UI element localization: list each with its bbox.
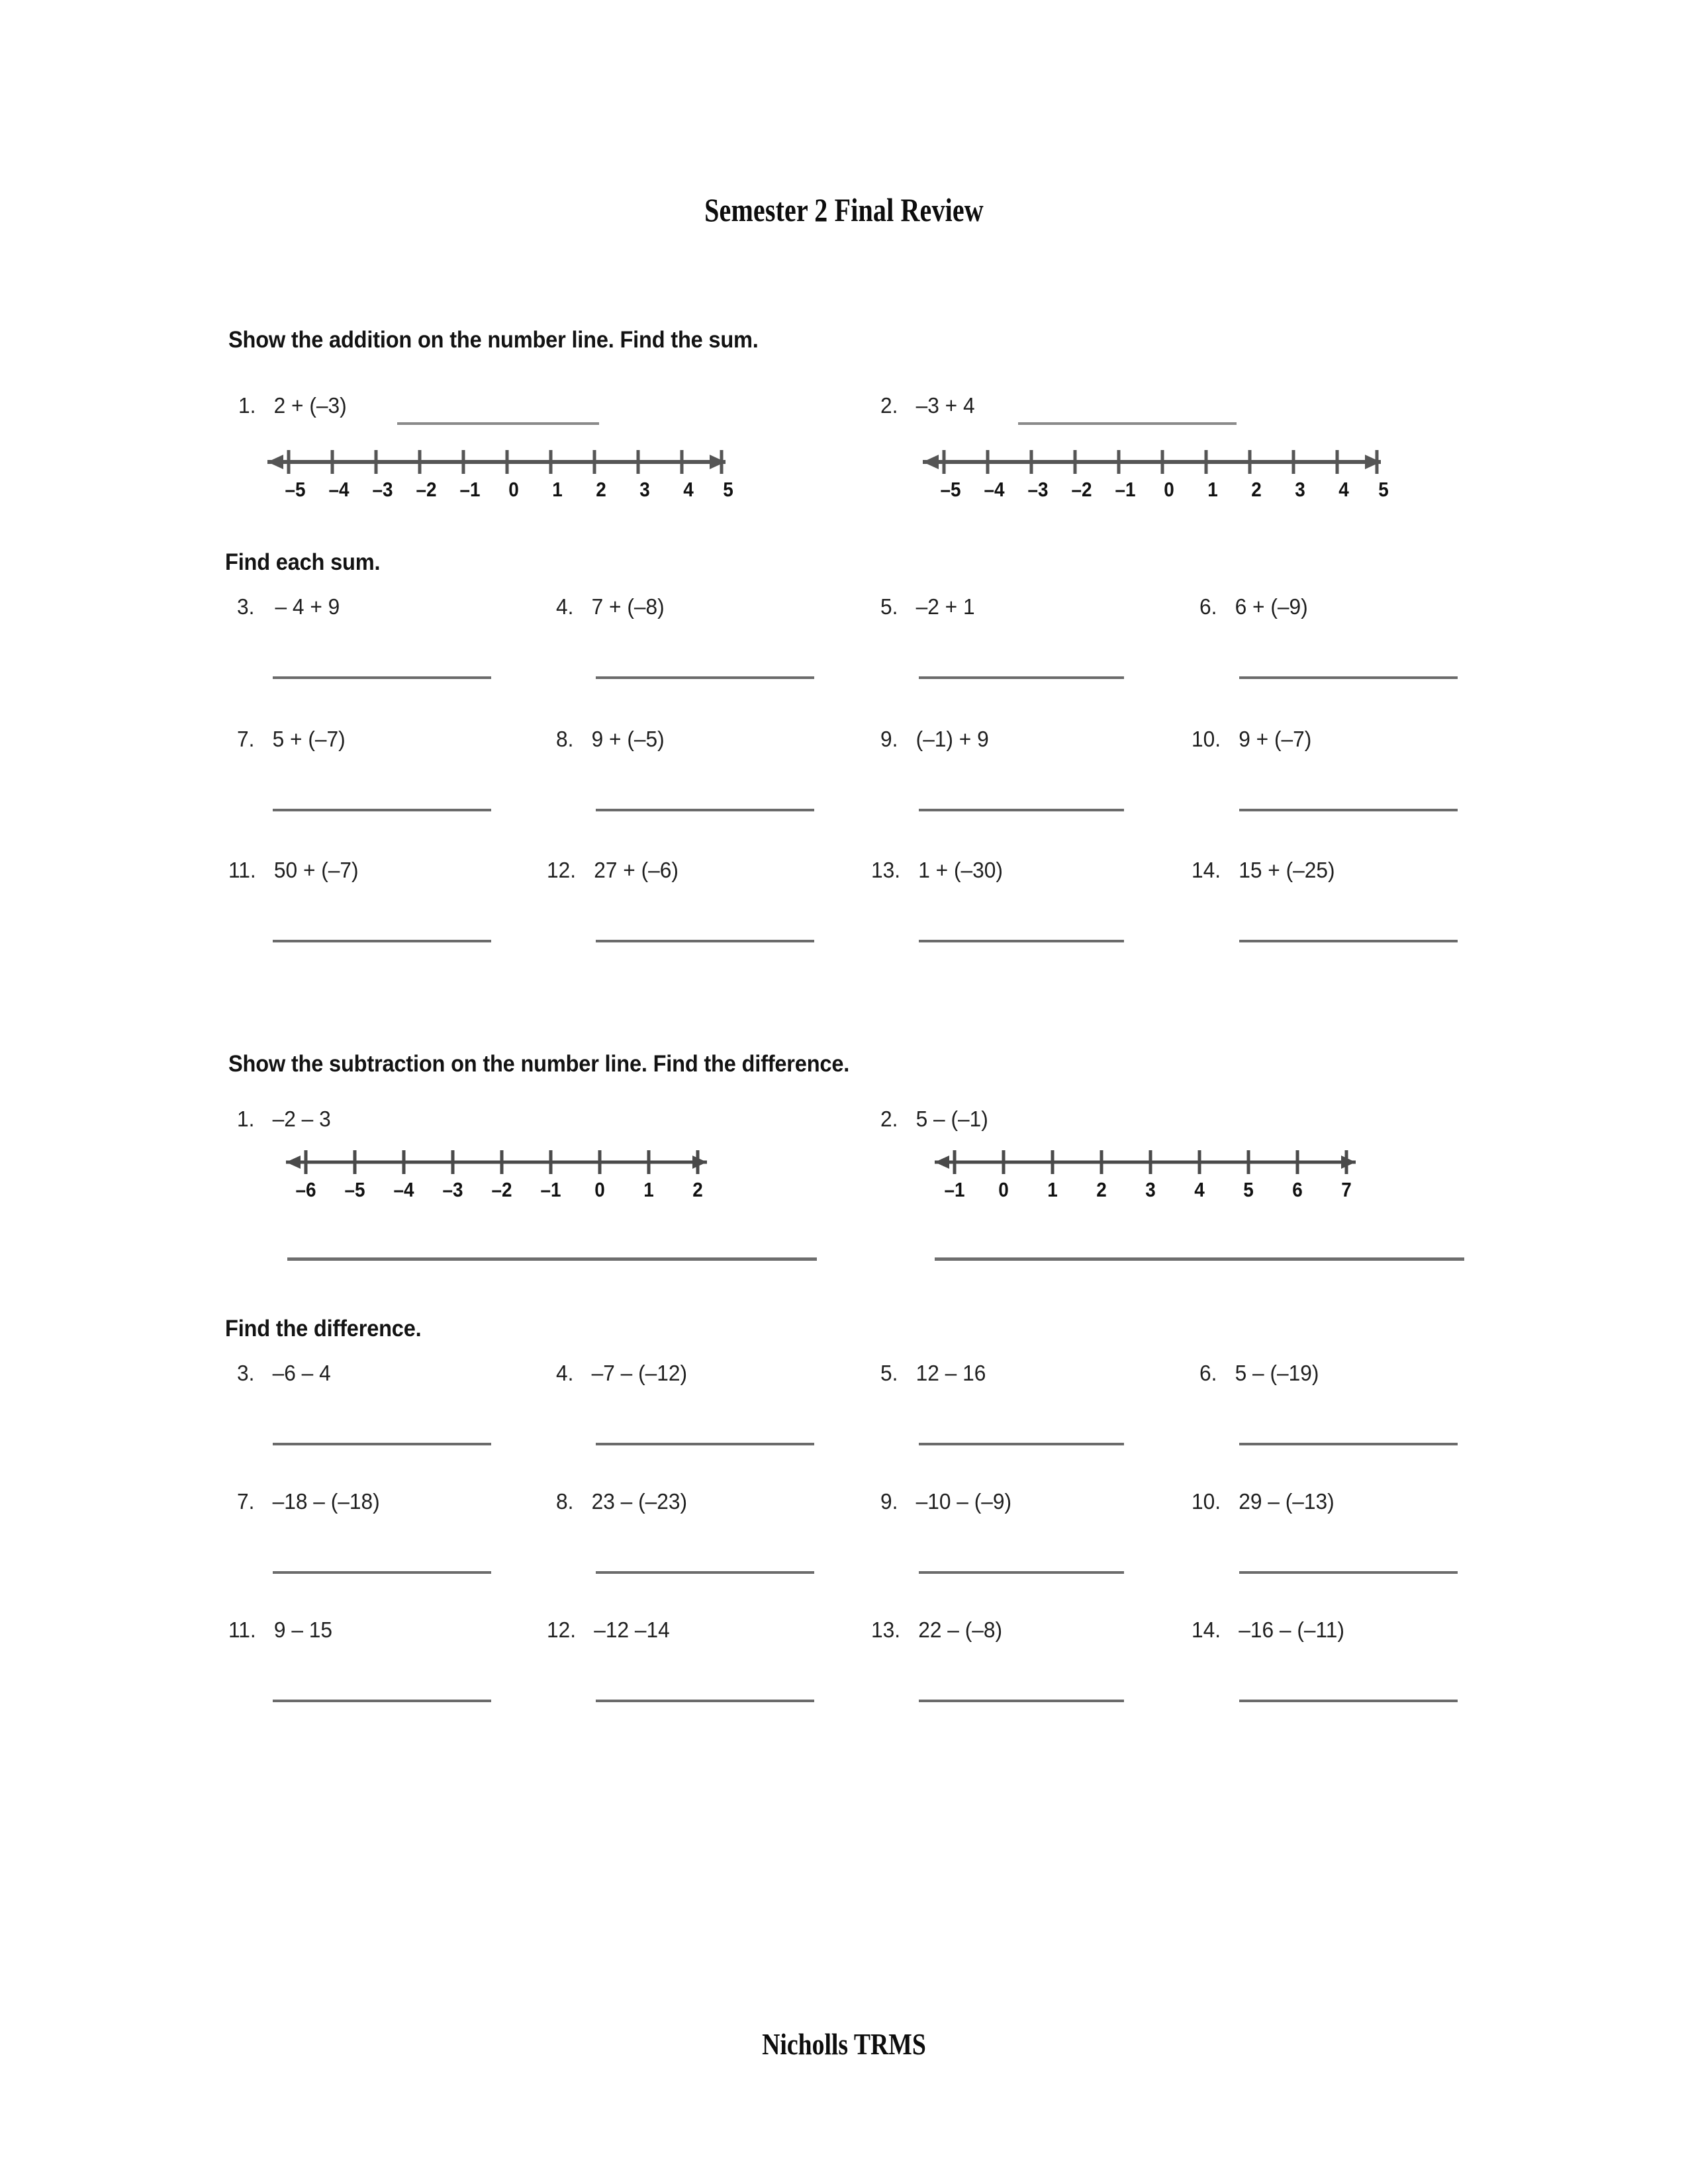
problem-number: 8. [556, 1489, 574, 1514]
answer-blank[interactable] [1239, 940, 1458, 942]
number-line-addition-2 [914, 445, 1390, 479]
problem-expression: 5 – (–19) [1235, 1361, 1319, 1385]
answer-blank[interactable] [919, 809, 1124, 811]
problem-number: 12. [547, 1617, 577, 1642]
answer-blank[interactable] [596, 809, 814, 811]
problem-number: 13. [871, 858, 901, 882]
problem-label [228, 1617, 332, 1643]
problem-number: 6. [1199, 594, 1217, 619]
problem-expression: 23 – (–23) [591, 1489, 688, 1514]
problem-number: 5. [880, 594, 898, 619]
problem-number: 1. [238, 393, 256, 418]
answer-blank[interactable] [273, 1700, 491, 1702]
answer-blank[interactable] [397, 422, 599, 425]
number-line-svg [914, 445, 1390, 479]
problem-label [547, 858, 679, 883]
problem-label [871, 1617, 1002, 1643]
problem-expression: 12 – 16 [915, 1361, 986, 1385]
number-line-tick-label: 5 [1378, 478, 1389, 501]
problem-label [556, 1361, 687, 1386]
problem-expression: –7 – (–12) [591, 1361, 688, 1385]
problem-expression: 15 + (–25) [1239, 858, 1335, 882]
number-line-tick-label: 6 [1292, 1178, 1303, 1201]
problem-label [556, 594, 665, 619]
answer-blank[interactable] [1239, 809, 1458, 811]
problem-number: 14. [1192, 858, 1221, 882]
problem-expression: 9 + (–7) [1239, 727, 1312, 751]
problem-label [1199, 594, 1308, 619]
answer-blank-long[interactable] [287, 1257, 817, 1261]
number-line-tick-label: –5 [344, 1178, 365, 1201]
problem-label [1192, 858, 1335, 883]
page-title: Semester 2 Final Review [704, 191, 984, 228]
problem-number: 14. [1192, 1617, 1221, 1642]
problem-expression: 7 + (–8) [591, 594, 665, 619]
number-line-tick-label: –1 [459, 478, 481, 501]
number-line-tick-label: 2 [692, 1178, 703, 1201]
problem-label [237, 594, 340, 619]
problem-number: 10. [1192, 727, 1221, 751]
problem-expression: – 4 + 9 [275, 594, 340, 619]
problem-expression: 2 + (–3) [273, 393, 347, 418]
answer-blank-long[interactable] [935, 1257, 1464, 1261]
problem-expression: –10 – (–9) [915, 1489, 1012, 1514]
problem-expression: –2 – 3 [272, 1107, 331, 1131]
number-line-svg [927, 1145, 1364, 1179]
problem-expression: –16 – (–11) [1239, 1617, 1344, 1642]
answer-blank[interactable] [919, 1571, 1124, 1574]
problem-label [1192, 1617, 1344, 1643]
answer-blank[interactable] [1239, 676, 1458, 679]
number-line-tick-label: 7 [1341, 1178, 1352, 1201]
section-heading-addition-numberline: Show the addition on the number line. Find the sum. [228, 327, 759, 353]
problem-expression: 22 – (–8) [918, 1617, 1003, 1642]
answer-blank[interactable] [596, 676, 814, 679]
answer-blank[interactable] [596, 1443, 814, 1445]
problem-number: 13. [871, 1617, 901, 1642]
problem-number: 2. [880, 393, 898, 418]
number-line-tick-label: –3 [1027, 478, 1049, 501]
problem-number: 10. [1192, 1489, 1221, 1514]
number-line-tick-label: –2 [491, 1178, 512, 1201]
problem-number: 11. [228, 1617, 256, 1642]
problem-label [547, 1617, 670, 1643]
problem-expression: –6 – 4 [272, 1361, 331, 1385]
number-line-tick-label: 3 [1295, 478, 1305, 501]
number-line-tick-label: –2 [1071, 478, 1092, 501]
problem-number: 9. [880, 1489, 898, 1514]
problem-expression: 5 – (–1) [915, 1107, 988, 1131]
problem-expression: –12 –14 [594, 1617, 670, 1642]
problem-number: 7. [237, 727, 255, 751]
answer-blank[interactable] [273, 676, 491, 679]
problem-expression: 6 + (–9) [1235, 594, 1308, 619]
problem-expression: 1 + (–30) [918, 858, 1003, 882]
section-heading-subtraction-numberline: Show the subtraction on the number line. Find the difference. [228, 1051, 850, 1077]
number-line-tick-label: 4 [1194, 1178, 1205, 1201]
problem-label [880, 1489, 1011, 1514]
problem-number: 4. [556, 1361, 574, 1385]
problem-number: 7. [237, 1489, 255, 1514]
number-line-tick-label: –4 [393, 1178, 414, 1201]
problem-label [871, 858, 1003, 883]
problem-number: 6. [1199, 1361, 1217, 1385]
number-line-tick-label: –4 [984, 478, 1005, 501]
number-line-tick-label: –3 [442, 1178, 463, 1201]
answer-blank[interactable] [919, 676, 1124, 679]
problem-expression: –2 + 1 [915, 594, 975, 619]
problem-label [880, 727, 989, 752]
answer-blank[interactable] [273, 1571, 491, 1574]
number-line-subtraction-1 [278, 1145, 715, 1179]
number-line-subtraction-2 [927, 1145, 1364, 1179]
answer-blank[interactable] [596, 1571, 814, 1574]
number-line-tick-label: –5 [940, 478, 961, 501]
answer-blank[interactable] [596, 940, 814, 942]
problem-number: 9. [880, 727, 898, 751]
answer-blank[interactable] [596, 1700, 814, 1702]
number-line-tick-label: 4 [1338, 478, 1349, 501]
number-line-tick-label: 3 [639, 478, 650, 501]
problem-number: 8. [556, 727, 574, 751]
problem-number: 2. [880, 1107, 898, 1131]
number-line-tick-label: 5 [1243, 1178, 1254, 1201]
number-line-tick-label: 4 [683, 478, 694, 501]
problem-label [237, 1107, 331, 1132]
number-line-tick-label: 0 [508, 478, 519, 501]
number-line-svg [258, 445, 735, 479]
answer-blank[interactable] [919, 1700, 1124, 1702]
number-line-tick-label: 3 [1145, 1178, 1156, 1201]
answer-blank[interactable] [919, 940, 1124, 942]
problem-label [880, 393, 975, 418]
number-line-tick-label: 5 [723, 478, 733, 501]
problem-expression: 50 + (–7) [273, 858, 359, 882]
section-heading-find-the-difference: Find the difference. [225, 1316, 422, 1342]
problem-label [237, 727, 346, 752]
section-heading-find-each-sum: Find each sum. [225, 549, 381, 575]
answer-blank[interactable] [1239, 1443, 1458, 1445]
number-line-tick-label: –1 [540, 1178, 561, 1201]
problem-expression: 9 – 15 [273, 1617, 332, 1642]
number-line-tick-label: 2 [1096, 1178, 1107, 1201]
number-line-tick-label: 2 [1251, 478, 1262, 501]
problem-expression: 29 – (–13) [1239, 1489, 1335, 1514]
problem-expression: 27 + (–6) [594, 858, 679, 882]
problem-number: 4. [556, 594, 574, 619]
number-line-tick-label: 0 [998, 1178, 1009, 1201]
problem-label [238, 393, 347, 418]
problem-expression: (–1) + 9 [915, 727, 989, 751]
answer-blank[interactable] [273, 809, 491, 811]
problem-expression: –3 + 4 [915, 393, 975, 418]
problem-label [880, 594, 975, 619]
answer-blank[interactable] [1018, 422, 1237, 425]
problem-expression: 5 + (–7) [272, 727, 346, 751]
answer-blank[interactable] [273, 1443, 491, 1445]
problem-label [237, 1361, 331, 1386]
number-line-addition-1 [258, 445, 735, 479]
problem-label [880, 1361, 986, 1386]
problem-label [228, 858, 359, 883]
answer-blank[interactable] [919, 1443, 1124, 1445]
problem-label [237, 1489, 380, 1514]
number-line-tick-label: 1 [1047, 1178, 1058, 1201]
problem-number: 11. [228, 858, 256, 882]
number-line-tick-label: 0 [594, 1178, 605, 1201]
problem-expression: –18 – (–18) [272, 1489, 380, 1514]
problem-label [556, 1489, 687, 1514]
number-line-tick-label: –1 [1115, 478, 1136, 501]
page-footer: Nicholls TRMS [762, 2027, 926, 2061]
problem-number: 12. [547, 858, 577, 882]
problem-expression: 9 + (–5) [591, 727, 665, 751]
problem-number: 3. [237, 594, 255, 619]
number-line-tick-label: 1 [643, 1178, 654, 1201]
number-line-svg [278, 1145, 715, 1179]
problem-label [1199, 1361, 1319, 1386]
problem-label [880, 1107, 988, 1132]
number-line-tick-label: –6 [295, 1178, 316, 1201]
problem-number: 3. [237, 1361, 255, 1385]
problem-label [1192, 1489, 1335, 1514]
answer-blank[interactable] [273, 940, 491, 942]
number-line-tick-label: –2 [416, 478, 437, 501]
answer-blank[interactable] [1239, 1571, 1458, 1574]
number-line-tick-label: 1 [1207, 478, 1218, 501]
problem-label [1192, 727, 1311, 752]
number-line-tick-label: 0 [1164, 478, 1174, 501]
number-line-tick-label: –4 [328, 478, 350, 501]
problem-number: 5. [880, 1361, 898, 1385]
problem-number: 1. [237, 1107, 255, 1131]
answer-blank[interactable] [1239, 1700, 1458, 1702]
number-line-tick-label: –1 [944, 1178, 965, 1201]
number-line-tick-label: 1 [552, 478, 563, 501]
problem-label [556, 727, 665, 752]
number-line-tick-label: –5 [285, 478, 306, 501]
number-line-tick-label: –3 [372, 478, 393, 501]
number-line-tick-label: 2 [596, 478, 606, 501]
